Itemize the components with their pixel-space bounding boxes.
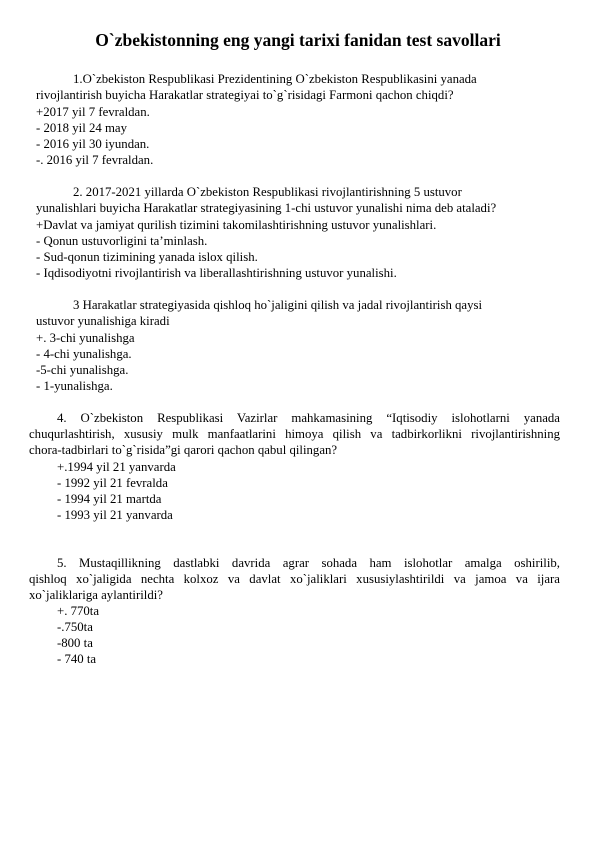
question-text: 5. Mustaqillikning dastlabki davrida agrar sohada ham islohotlar amalga oshirilib, — [57, 556, 560, 570]
question-text: rivojlantirish buyicha Harakatlar strategiyai to`g`risidagi Farmoni qachon chiqdi? — [36, 88, 454, 102]
question-text: xo`jaliklariga aylantirildi? — [29, 588, 163, 602]
answer-option: - Qonun ustuvorligini ta’minlash. — [36, 234, 208, 248]
answer-option: - 1993 yil 21 yanvarda — [57, 508, 173, 522]
answer-option: +.1994 yil 21 yanvarda — [57, 460, 176, 474]
question-text: chora-tadbirlari to`g`risida”gi qarori qachon qabul qilingan? — [29, 443, 338, 457]
answer-option: +. 3-chi yunalishga — [36, 331, 135, 345]
answer-option: - 1-yunalishga. — [36, 379, 113, 393]
question-text: 4. O`zbekiston Respublikasi Vazirlar mahkamasining “Iqtisodiy islohotlarni yanada — [57, 411, 560, 425]
question-text: 3 Harakatlar strategiyasida qishloq ho`jaligini qilish va jadal rivojlantirish qaysi — [73, 298, 483, 312]
question-text: qishloq xo`jaligida nechta kolxoz va davlat xo`jaliklari xususiylashtirildi va jamoa va ijara — [29, 572, 560, 586]
page-title: O`zbekistonning eng yangi tarixi fanidan test savollari — [95, 30, 501, 50]
question-text: 1.O`zbekiston Respublikasi Prezidentining O`zbekiston Respublikasini yanada — [73, 72, 477, 86]
answer-option: +. 770ta — [57, 604, 100, 618]
question-text: 2. 2017-2021 yillarda O`zbekiston Respublikasi rivojlantirishning 5 ustuvor — [73, 185, 462, 199]
answer-option: +Davlat va jamiyat qurilish tizimini takomilashtirishning ustuvor yunalishlari. — [36, 218, 437, 232]
answer-option: - 1994 yil 21 martda — [57, 492, 162, 506]
answer-option: - 4-chi yunalishga. — [36, 347, 132, 361]
answer-option: - 740 ta — [57, 652, 97, 666]
question-text: ustuvor yunalishiga kiradi — [36, 314, 170, 328]
question-text: yunalishlari buyicha Harakatlar strategiyasining 1-chi ustuvor yunalishi nima deb ataladi? — [36, 201, 497, 215]
answer-option: -. 2016 yil 7 fevraldan. — [36, 153, 154, 167]
answer-option: - 1992 yil 21 fevralda — [57, 476, 168, 490]
answer-option: +2017 yil 7 fevraldan. — [36, 105, 150, 119]
answer-option: - 2016 yil 30 iyundan. — [36, 137, 150, 151]
answer-option: - Iqdisodiyotni rivojlantirish va liberallashtirishning ustuvor yunalishi. — [36, 266, 397, 280]
answer-option: - 2018 yil 24 may — [36, 121, 127, 135]
answer-option: -.750ta — [57, 620, 93, 634]
answer-option: - Sud-qonun tizimining yanada islox qilish. — [36, 250, 258, 264]
question-text: chuqurlashtirish, xususiy mulk manfaatlarini himoya qilish va tadbirkorlikni rivojlantirishning — [29, 427, 560, 441]
answer-option: -800 ta — [57, 636, 93, 650]
answer-option: -5-chi yunalishga. — [36, 363, 129, 377]
